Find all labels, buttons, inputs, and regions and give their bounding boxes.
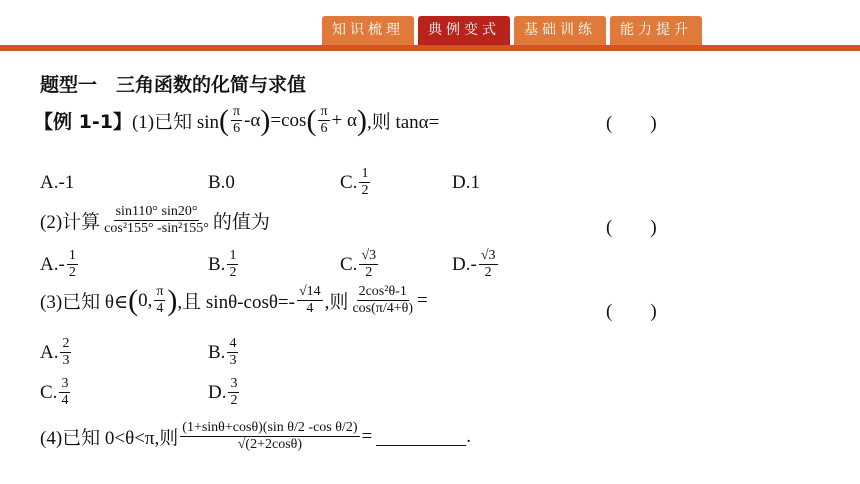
q3-interval-frac — [154, 284, 165, 317]
q3-option-a-prefix: A. — [40, 341, 59, 363]
q3-interval-start: 0, — [138, 289, 153, 311]
section-title: 题型一 三角函数的化简与求值 — [40, 74, 307, 96]
q1-prefix: (1)已知 sin — [131, 112, 220, 133]
q2-option-a-frac — [67, 248, 78, 281]
q3-option-c-num: 3 — [61, 376, 69, 391]
q2-suffix: 的值为 — [212, 212, 270, 233]
q1-option-c-frac — [359, 166, 370, 199]
q3-value-frac — [297, 284, 323, 317]
q3-option-b-num: 4 — [229, 336, 237, 351]
q2-option-c-den: 2 — [365, 265, 373, 280]
q2-option-a[interactable] — [40, 248, 80, 281]
q3-option-a-den: 3 — [62, 353, 70, 368]
q3-option-d-den: 2 — [230, 393, 238, 408]
q3-option-c-prefix: C. — [40, 381, 58, 403]
q3-open-paren: ( — [128, 283, 139, 317]
q2-option-b-den: 2 — [229, 265, 237, 280]
q1-option-a[interactable]: A.-1 — [40, 172, 75, 193]
q2-option-b[interactable] — [208, 248, 240, 281]
q1-mid1: -α — [244, 109, 261, 131]
question-2-stem — [40, 204, 270, 237]
q2-option-b-prefix: B. — [208, 253, 226, 275]
q3-option-c-den: 4 — [61, 393, 69, 408]
q4-end: . — [466, 425, 471, 447]
q3-then: ,则 — [324, 292, 349, 313]
q1-frac-2-num: π — [320, 104, 328, 119]
q3-value-den: 4 — [306, 301, 314, 316]
q1-suffix: ,则 tanα= — [366, 112, 440, 133]
q2-option-c-frac — [359, 248, 378, 281]
q2-option-d-prefix: D.- — [452, 253, 477, 275]
q3-mid: ,且 sinθ-cosθ=- — [177, 292, 295, 313]
q3-option-c[interactable] — [40, 376, 72, 409]
q3-close-paren: ) — [167, 283, 178, 317]
q2-option-c-prefix: C. — [340, 253, 358, 275]
q1-open-paren: ( — [219, 103, 230, 137]
q1-option-c-den: 2 — [361, 183, 369, 198]
q3-value-num: √14 — [298, 284, 321, 299]
question-1-stem — [34, 104, 439, 137]
q3-option-b-den: 3 — [229, 353, 237, 368]
q2-option-a-prefix: A.- — [40, 253, 65, 275]
header-divider — [0, 45, 860, 51]
q3-interval-num: π — [156, 284, 164, 299]
q1-eq: =cos — [270, 109, 307, 131]
q3-option-d-frac — [228, 376, 239, 409]
q4-frac-den: √(2+2cosθ) — [237, 437, 303, 452]
q3-option-d-num: 3 — [230, 376, 238, 391]
tab-basic-training[interactable]: 基础训练 — [514, 16, 606, 45]
q1-frac-2-den: 6 — [320, 121, 328, 136]
q3-prefix: (3)已知 θ∈ — [40, 292, 129, 313]
q3-option-d[interactable] — [208, 376, 241, 409]
question-3-stem — [40, 284, 428, 317]
q1-frac-1 — [231, 104, 242, 137]
q3-option-a-num: 2 — [62, 336, 70, 351]
q1-close-paren: ) — [260, 103, 271, 137]
q2-frac — [102, 204, 211, 237]
q4-frac — [180, 420, 359, 453]
q3-option-b[interactable] — [208, 336, 240, 369]
q1-frac-1-den: 6 — [233, 121, 241, 136]
q4-frac-num: (1+sinθ+cosθ)(sin θ/2 -cos θ/2) — [182, 420, 358, 435]
tab-knowledge-review[interactable]: 知识梳理 — [322, 16, 414, 45]
q2-option-d-frac — [479, 248, 498, 281]
q2-option-d-den: 2 — [484, 265, 492, 280]
q4-answer-blank[interactable] — [376, 427, 466, 446]
q1-open-paren-2: ( — [306, 103, 317, 137]
question-4-stem — [40, 420, 471, 453]
q1-answer-paren[interactable]: ( ) — [606, 113, 657, 134]
q2-option-b-frac — [227, 248, 238, 281]
q2-answer-paren[interactable]: ( ) — [606, 217, 657, 238]
q2-option-b-num: 1 — [229, 248, 237, 263]
top-navigation — [0, 0, 860, 56]
q3-expr-den: cos(π/4+θ) — [352, 301, 413, 316]
q3-option-c-frac — [59, 376, 70, 409]
q3-option-b-prefix: B. — [208, 341, 226, 363]
q3-option-a[interactable] — [40, 336, 73, 369]
q1-frac-1-num: π — [233, 104, 241, 119]
q2-option-c[interactable] — [340, 248, 380, 281]
q3-interval-den: 4 — [156, 301, 164, 316]
tab-bar — [322, 16, 702, 45]
q2-frac-den: cos²155° -sin²155° — [104, 221, 209, 236]
q2-option-c-num: √3 — [361, 248, 377, 263]
q2-option-d-num: √3 — [480, 248, 496, 263]
tab-examples[interactable]: 典例变式 — [418, 16, 510, 45]
q1-option-c[interactable] — [340, 166, 372, 199]
q1-option-c-num: 1 — [361, 166, 369, 181]
q4-suffix: = — [361, 425, 373, 447]
example-label: 【例 1-1】 — [34, 111, 132, 133]
q3-option-a-frac — [60, 336, 71, 369]
q2-frac-num: sin110° sin20° — [115, 204, 198, 219]
q2-option-a-den: 2 — [68, 265, 76, 280]
q1-frac-2 — [318, 104, 329, 137]
q1-mid2: + α — [331, 109, 357, 131]
q2-option-a-num: 1 — [68, 248, 76, 263]
q1-close-paren-2: ) — [356, 103, 367, 137]
tab-ability-improvement[interactable]: 能力提升 — [610, 16, 702, 45]
q2-prefix: (2)计算 — [40, 212, 101, 233]
q3-answer-paren[interactable]: ( ) — [606, 301, 657, 322]
q3-eq: = — [416, 289, 428, 311]
q3-expr-num: 2cos²θ-1 — [358, 284, 407, 299]
q4-prefix: (4)已知 0<θ<π,则 — [40, 428, 179, 449]
q3-expr-frac — [350, 284, 415, 317]
q3-option-b-frac — [227, 336, 238, 369]
q1-option-c-prefix: C. — [340, 171, 358, 193]
q2-option-d[interactable] — [452, 248, 500, 281]
q3-option-d-prefix: D. — [208, 381, 227, 403]
q1-option-d[interactable]: D.1 — [452, 172, 480, 193]
q1-option-b[interactable]: B.0 — [208, 172, 235, 193]
